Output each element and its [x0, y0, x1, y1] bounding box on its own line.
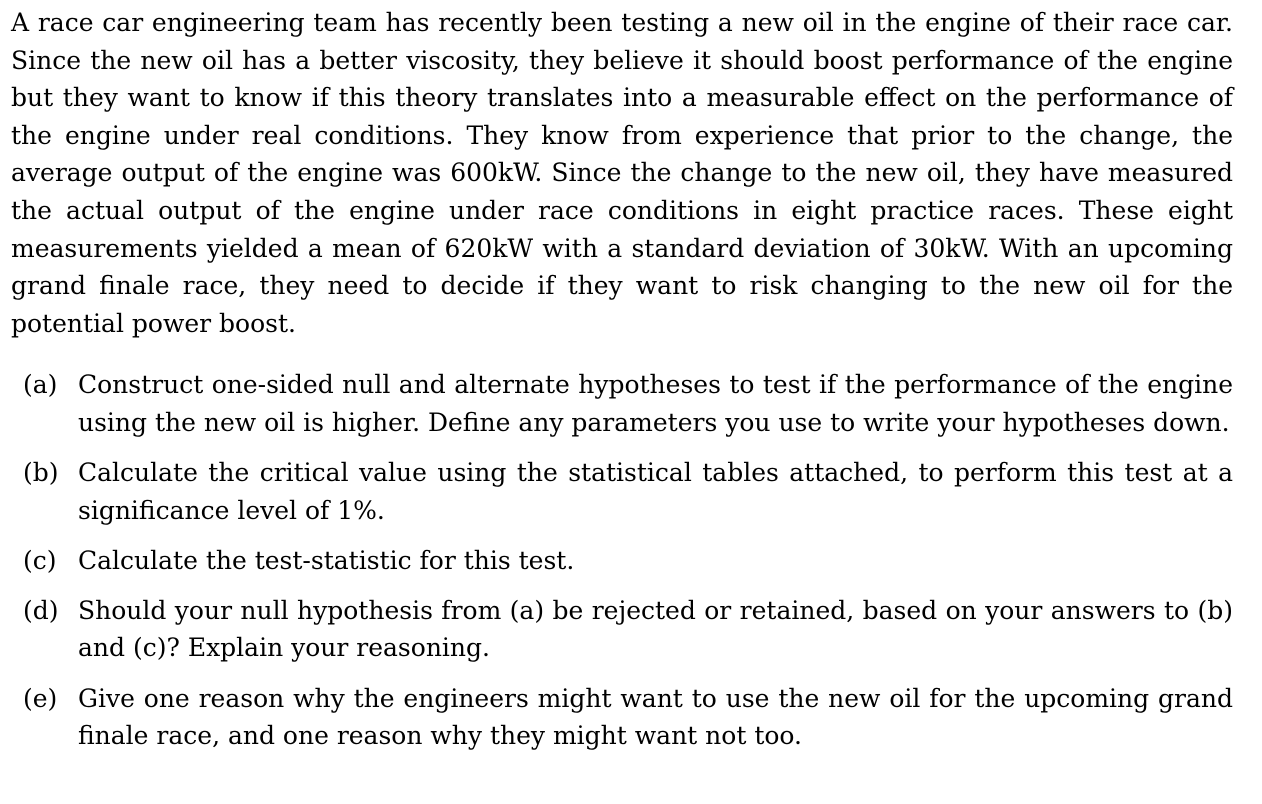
question-parts-list — [11, 366, 1233, 754]
part-text: Construct one-sided null and alternate hypotheses to test if the performance of the engine using the new oil is higher. Define any parameters you use to write your hypotheses down. — [78, 370, 1233, 437]
question-part-d — [11, 592, 1233, 667]
question-part-b — [11, 454, 1233, 529]
part-text: Calculate the critical value using the statistical tables attached, to perform this test at a significance level of 1%. — [78, 458, 1233, 525]
question-part-a — [11, 366, 1233, 441]
part-text: Give one reason why the engineers might want to use the new oil for the upcoming grand finale race, and one reason why they might want not too. — [78, 683, 1233, 751]
part-label: (c) — [23, 545, 57, 575]
question-intro-paragraph: A race car engineering team has recently been testing a new oil in the engine of their race car. Since the new oil has a better viscosity, they believe it should boost performance of the engine but they want to know if this theory translates into a measurable effect on the performance of the engine under real conditions. They know from experience that prior to the change, the average output of the engine was 600kW. Since the change to the new oil, they have measured the actual output of the engine under race conditions in eight practice races. These eight measurements yielded a mean of 620kW with a standard deviation of 30kW. With an upcoming grand finale race, they need to decide if they want to risk changing to the new oil for the potential power boost. — [11, 8, 1233, 338]
question-document — [11, 0, 1233, 767]
part-label: (b) — [23, 458, 59, 488]
part-label: (a) — [23, 370, 58, 400]
part-text: Should your null hypothesis from (a) be rejected or retained, based on your answers to (b) and (c)? Explain your reasoning. — [78, 595, 1233, 663]
part-label: (e) — [23, 683, 58, 713]
part-label: (d) — [23, 595, 59, 625]
question-part-c — [11, 542, 1233, 580]
part-text: Calculate the test-statistic for this test. — [78, 545, 575, 575]
question-part-e — [11, 680, 1233, 755]
